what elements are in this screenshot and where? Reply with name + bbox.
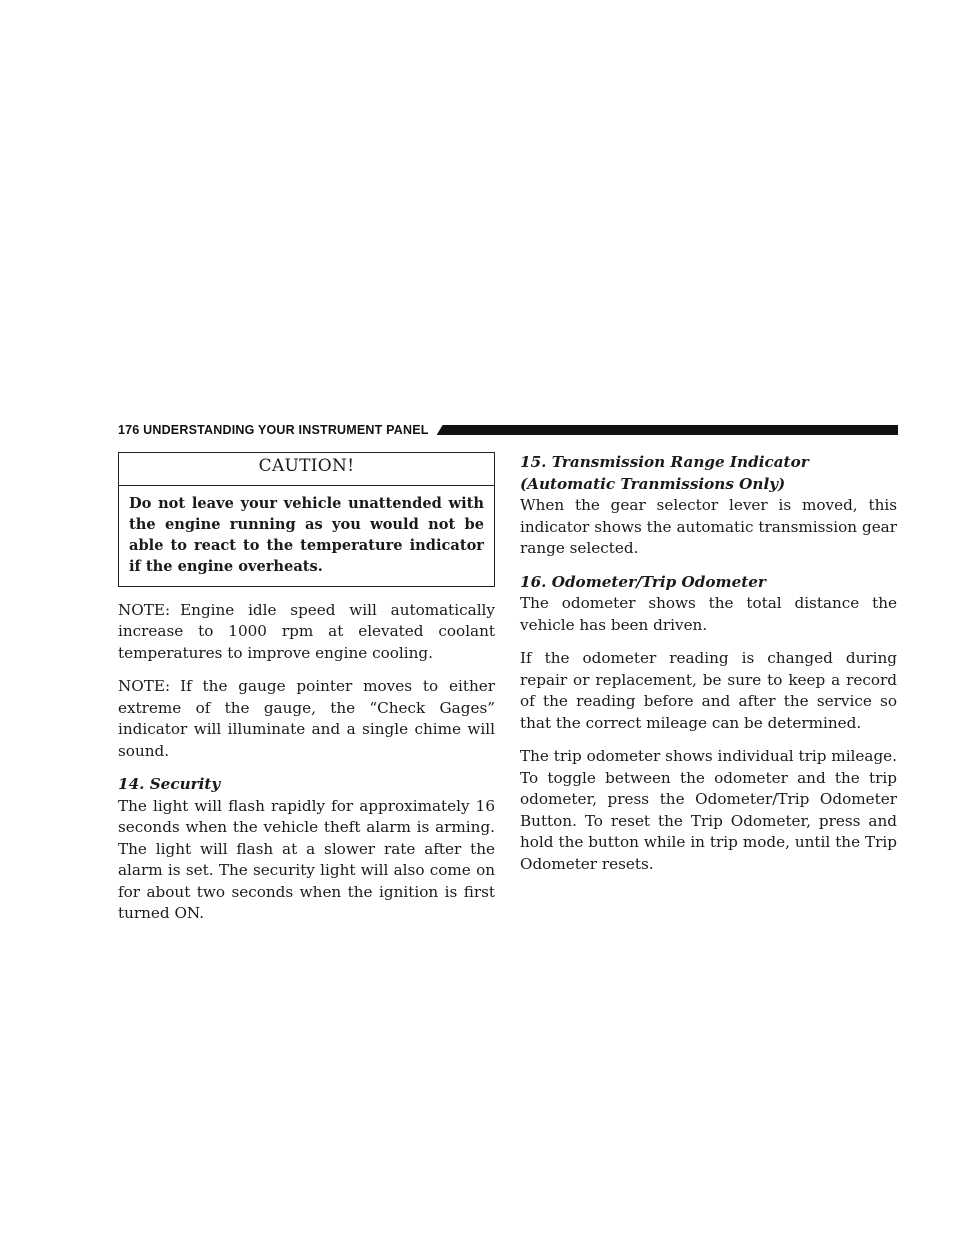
note-text: Engine idle speed will automatically increase to 1000 rpm at elevated coolant temperatures to improve engine cooling. [118,600,495,662]
note-label: NOTE: [118,600,171,619]
odometer-text-3: The trip odometer shows individual trip mileage. To toggle between the odometer and the trip odometer, press the Odometer/Trip Odometer Button. To reset the Trip Odometer, press and hold the button while in trip mode, until the Trip Odometer resets. [520,747,897,873]
transmission-heading: 15. Transmission Range Indicator (Automatic Tranmissions Only) [520,453,809,493]
left-column [118,452,495,937]
header-rule [437,425,898,435]
note-text: If the gauge pointer moves to either extreme of the gauge, the “Check Gages” indicator will illuminate and a single chime will sound. [118,677,495,760]
note-paragraph [118,600,495,665]
note-paragraph [118,676,495,762]
caution-body: Do not leave your vehicle unattended with the engine running as you would not be able to react to the temperature indicator if the engine overheats. [129,494,484,575]
caution-title: CAUTION! [119,453,494,486]
page-header [118,421,898,439]
security-text: The light will flash rapidly for approximately 16 seconds when the vehicle theft alarm is arming. The light will flash at a slower rate after the alarm is set. The security light will also come on for about two seconds when the ignition is first turned ON. [118,796,495,922]
security-heading: 14. Security [118,775,221,793]
note-label: NOTE: [118,677,171,695]
odometer-heading: 16. Odometer/Trip Odometer [520,572,766,591]
caution-box [118,452,495,587]
transmission-text: When the gear selector lever is moved, this indicator shows the automatic transmission gear range selected. [520,496,897,557]
odometer-text-1: The odometer shows the total distance the vehicle has been driven. [520,594,897,634]
page-header-label: 176 UNDERSTANDING YOUR INSTRUMENT PANEL [118,423,429,437]
right-column [520,452,897,887]
odometer-text-2: If the odometer reading is changed during repair or replacement, be sure to keep a record of the reading before and after the service so that the correct mileage can be determined. [520,649,897,732]
